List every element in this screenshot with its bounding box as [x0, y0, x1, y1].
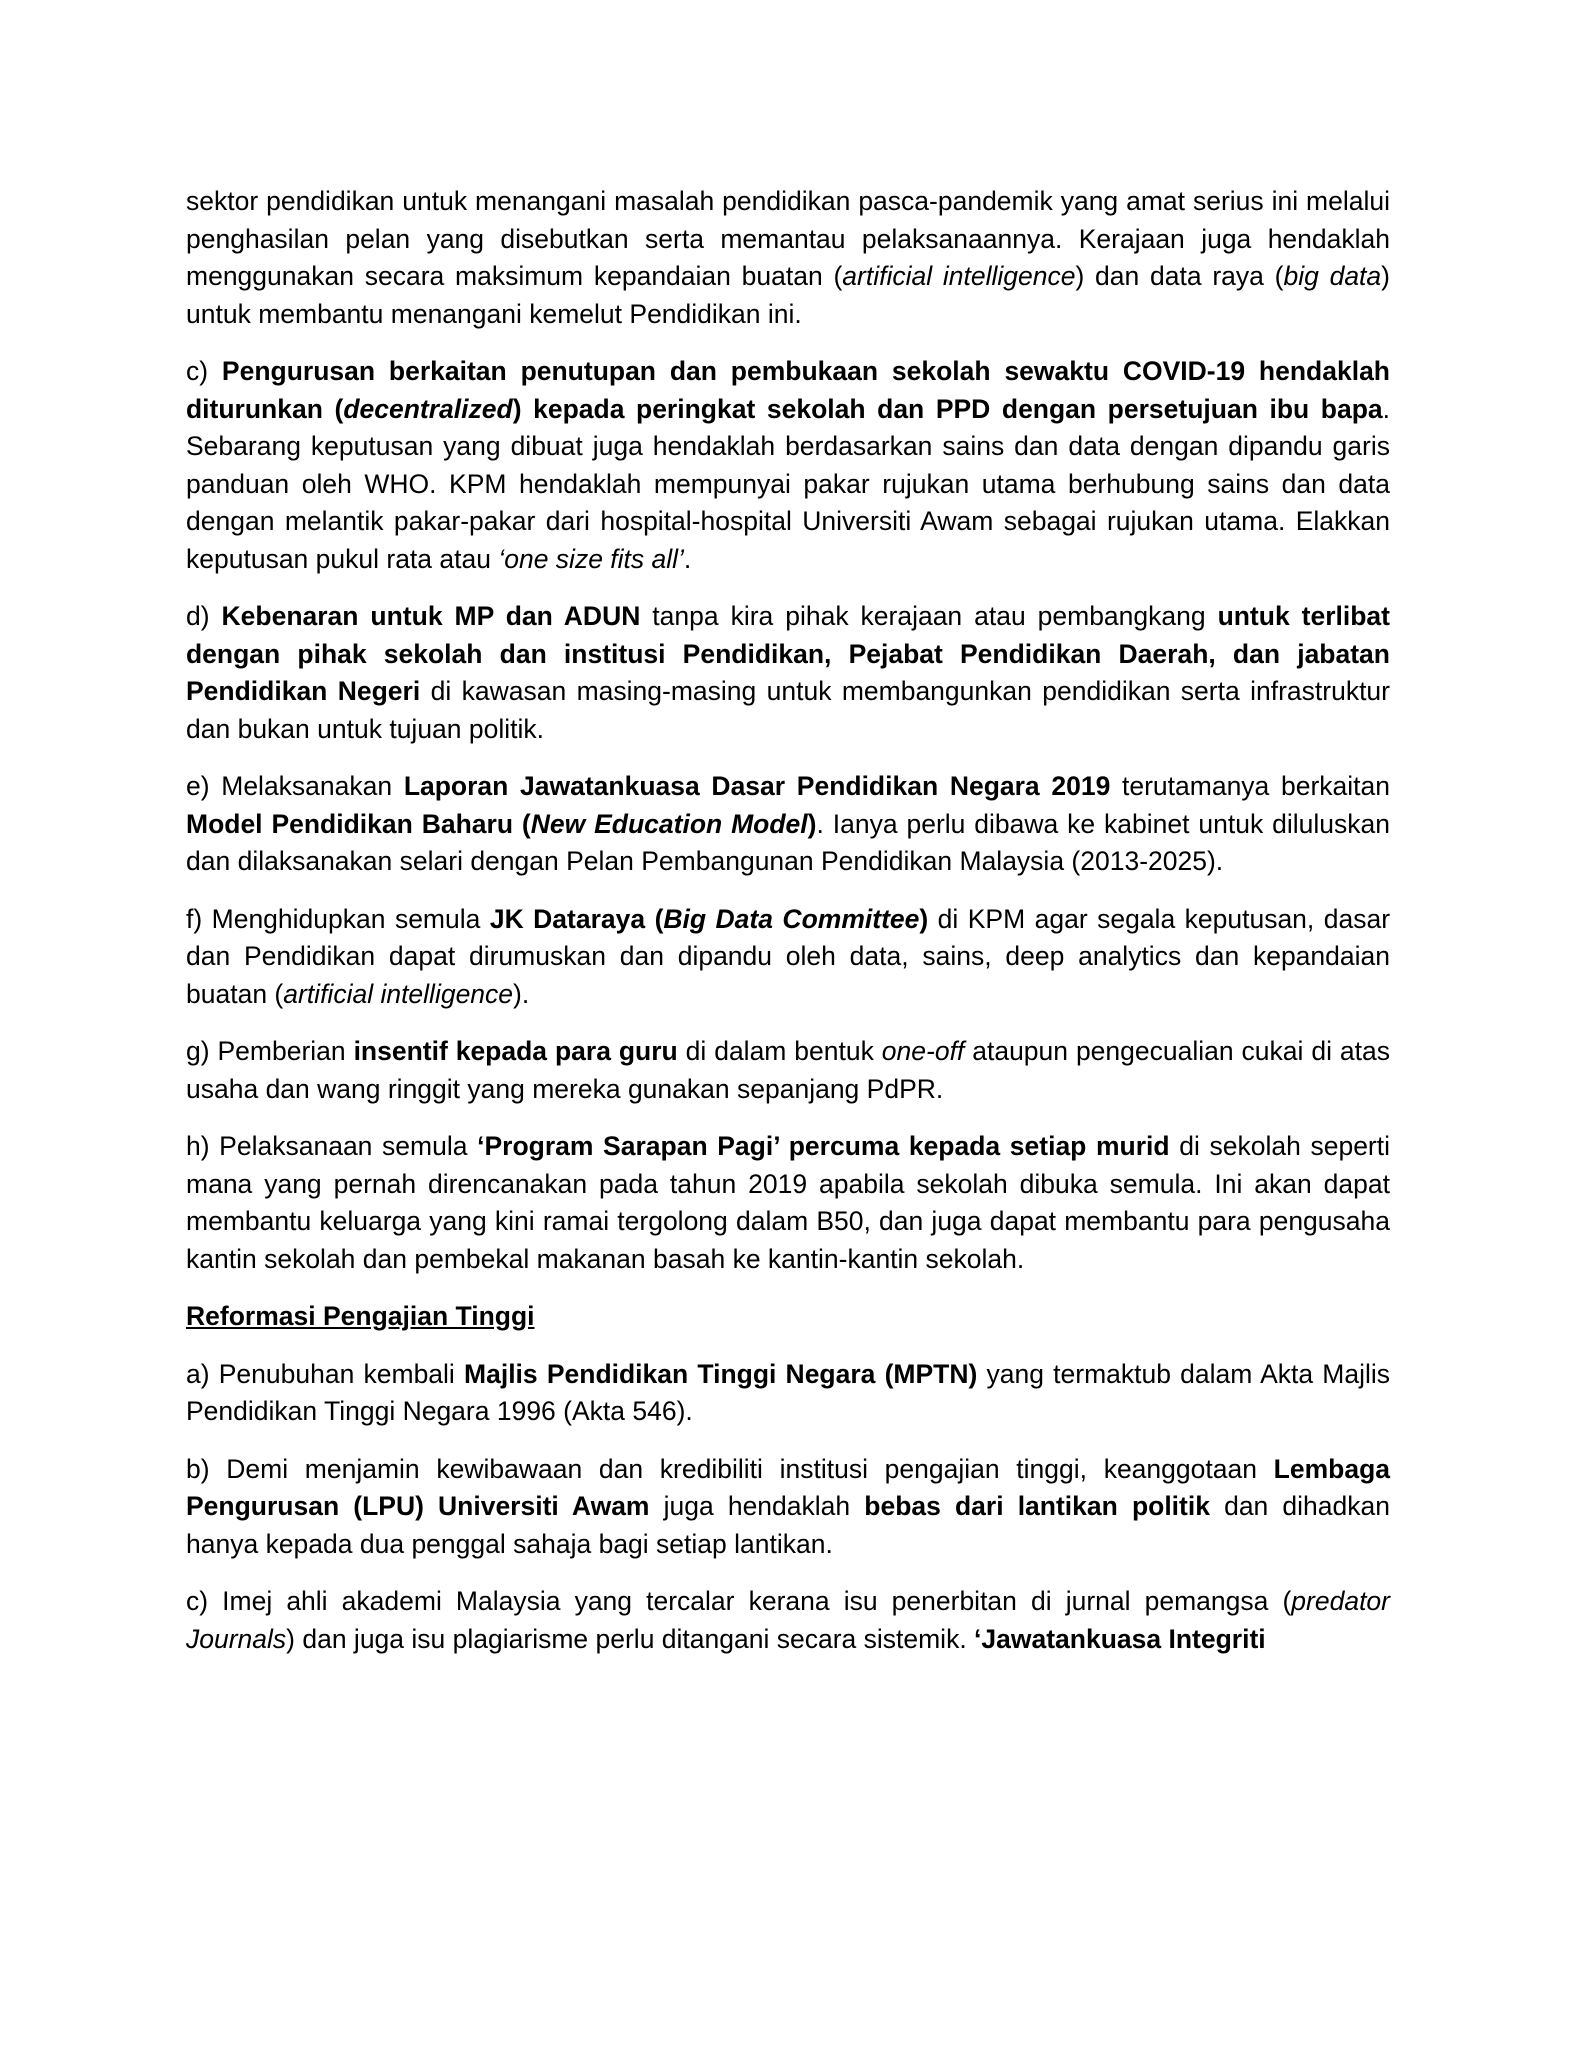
paragraph-h — [186, 1128, 1390, 1278]
bold-text: ) — [807, 808, 817, 839]
paragraph-e — [186, 768, 1390, 881]
text: ataupun pengecualian cukai di atas usaha dan wang ringgit yang mereka gunakan sepanjang PdPR. — [186, 1036, 1390, 1104]
text: ). — [513, 978, 530, 1009]
text: dan dihadkan hanya kepada dua penggal sahaja bagi setiap lantikan. — [186, 1491, 1390, 1559]
text: tanpa kira pihak kerajaan atau pembangkang — [640, 601, 1218, 631]
paragraph-f — [186, 901, 1390, 1014]
section-paragraph-c — [186, 1583, 1390, 1658]
bold-text: untuk terlibat dengan pihak sekolah dan institusi Pendidikan, Pejabat Pendidikan Daerah, dan jabatan Pendidikan Negeri — [186, 601, 1390, 706]
item-marker: d) — [186, 601, 222, 631]
text: . Sebarang keputusan yang dibuat juga hendaklah berdasarkan sains dan data dengan dipandu garis panduan oleh WHO. KPM hendaklah mempunyai pakar rujukan utama berhubung sains dan data dengan melantik pakar-pakar dari hospital-hospital Universiti Awam sebagai rujukan utama. Elakkan keputusan pukul rata atau — [186, 393, 1390, 574]
text: terutamanya berkaitan — [1110, 771, 1390, 801]
document-page — [186, 183, 1390, 1678]
bold-text: ) — [919, 903, 929, 934]
bold-text: ‘Jawatankuasa Integriti — [974, 1623, 1266, 1654]
text: . Ianya perlu dibawa ke kabinet untuk diluluskan dan dilaksanakan selari dengan Pelan Pembangunan Pendidikan Malaysia (2013-2025). — [186, 808, 1390, 876]
bold-text: Majlis Pendidikan Tinggi Negara (MPTN) — [464, 1358, 978, 1389]
text: juga hendaklah — [649, 1491, 865, 1521]
bold-text: Kebenaran untuk MP dan ADUN — [221, 601, 641, 631]
italic-text: predator Journals — [186, 1586, 1390, 1654]
item-marker: c) — [186, 356, 222, 386]
italic-text: one-off — [881, 1036, 965, 1066]
text: sektor pendidikan untuk menangani masalah pendidikan pasca-pandemik yang amat serius ini melalui penghasilan pelan yang disebutkan serta memantau pelaksanaannya. Kerajaan juga hendaklah menggunakan secara maksimum kepandaian buatan ( — [186, 186, 1390, 291]
bold-text: Pengurusan berkaitan penutupan dan pembukaan sekolah sewaktu COVID-19 hendaklah diturunkan ( — [186, 356, 1390, 424]
bold-italic-text: New Education Model — [530, 808, 808, 839]
bold-text: bebas dari lantikan politik — [864, 1491, 1210, 1521]
text: di kawasan masing-masing untuk membangunkan pendidikan serta infrastruktur dan bukan untuk tujuan politik. — [186, 676, 1390, 744]
section-heading: Reformasi Pengajian Tinggi — [186, 1301, 535, 1331]
text: h) Pelaksanaan semula — [186, 1131, 478, 1161]
text: ) untuk membantu menangani kemelut Pendidikan ini. — [186, 261, 1390, 329]
text: f) Menghidupkan semula — [186, 903, 490, 934]
italic-text: artificial intelligence — [283, 978, 514, 1009]
bold-italic-text: decentralized — [343, 393, 513, 424]
text: yang termaktub dalam Akta Majlis Pendidikan Tinggi Negara 1996 (Akta 546). — [186, 1358, 1390, 1426]
text: ) dan data raya ( — [1075, 261, 1284, 291]
text: di sekolah seperti mana yang pernah direncanakan pada tahun 2019 apabila sekolah dibuka semula. Ini akan dapat membantu keluarga yang kini ramai tergolong dalam B50, dan juga dapat membantu para pengusaha kantin sekolah dan pembekal makanan basah ke kantin-kantin sekolah. — [186, 1131, 1391, 1274]
bold-text: Model Pendidikan Baharu ( — [186, 808, 531, 839]
text: c) Imej ahli akademi Malaysia yang tercalar kerana isu penerbitan di jurnal pemangsa ( — [186, 1586, 1292, 1616]
italic-text: big data — [1283, 261, 1382, 291]
italic-text: ‘one size fits all’ — [498, 543, 684, 574]
text: di dalam bentuk — [677, 1036, 882, 1066]
bold-italic-text: Big Data Committee — [663, 903, 920, 934]
text: e) Melaksanakan — [186, 771, 404, 801]
section-paragraph-a — [186, 1356, 1390, 1431]
text: . — [683, 543, 692, 574]
paragraph-c — [186, 353, 1390, 578]
text: b) Demi menjamin kewibawaan dan kredibiliti institusi pengajian tinggi, keanggotaan — [186, 1453, 1274, 1484]
bold-text: ‘Program Sarapan Pagi’ percuma kepada setiap murid — [477, 1131, 1170, 1161]
bold-text: Laporan Jawatankuasa Dasar Pendidikan Negara 2019 — [403, 771, 1111, 801]
paragraph-g — [186, 1033, 1390, 1108]
bold-text: insentif kepada para guru — [353, 1036, 678, 1066]
text: di KPM agar segala keputusan, dasar dan Pendidikan dapat dirumuskan dan dipandu oleh data, sains, deep analytics dan kepandaian buatan ( — [186, 903, 1391, 1009]
italic-text: artificial intelligence — [842, 261, 1076, 291]
text: a) Penubuhan kembali — [186, 1358, 465, 1389]
section-paragraph-b — [186, 1451, 1390, 1564]
text: g) Pemberian — [186, 1036, 354, 1066]
bold-text: JK Dataraya ( — [489, 903, 664, 934]
paragraph-d — [186, 598, 1390, 748]
paragraph-intro — [186, 183, 1390, 333]
text: ) dan juga isu plagiarisme perlu ditangani secara sistemik. — [286, 1623, 975, 1654]
bold-text: Lembaga Pengurusan (LPU) Universiti Awam — [186, 1453, 1390, 1521]
bold-text: ) kepada peringkat sekolah dan PPD dengan persetujuan ibu bapa — [512, 393, 1383, 424]
